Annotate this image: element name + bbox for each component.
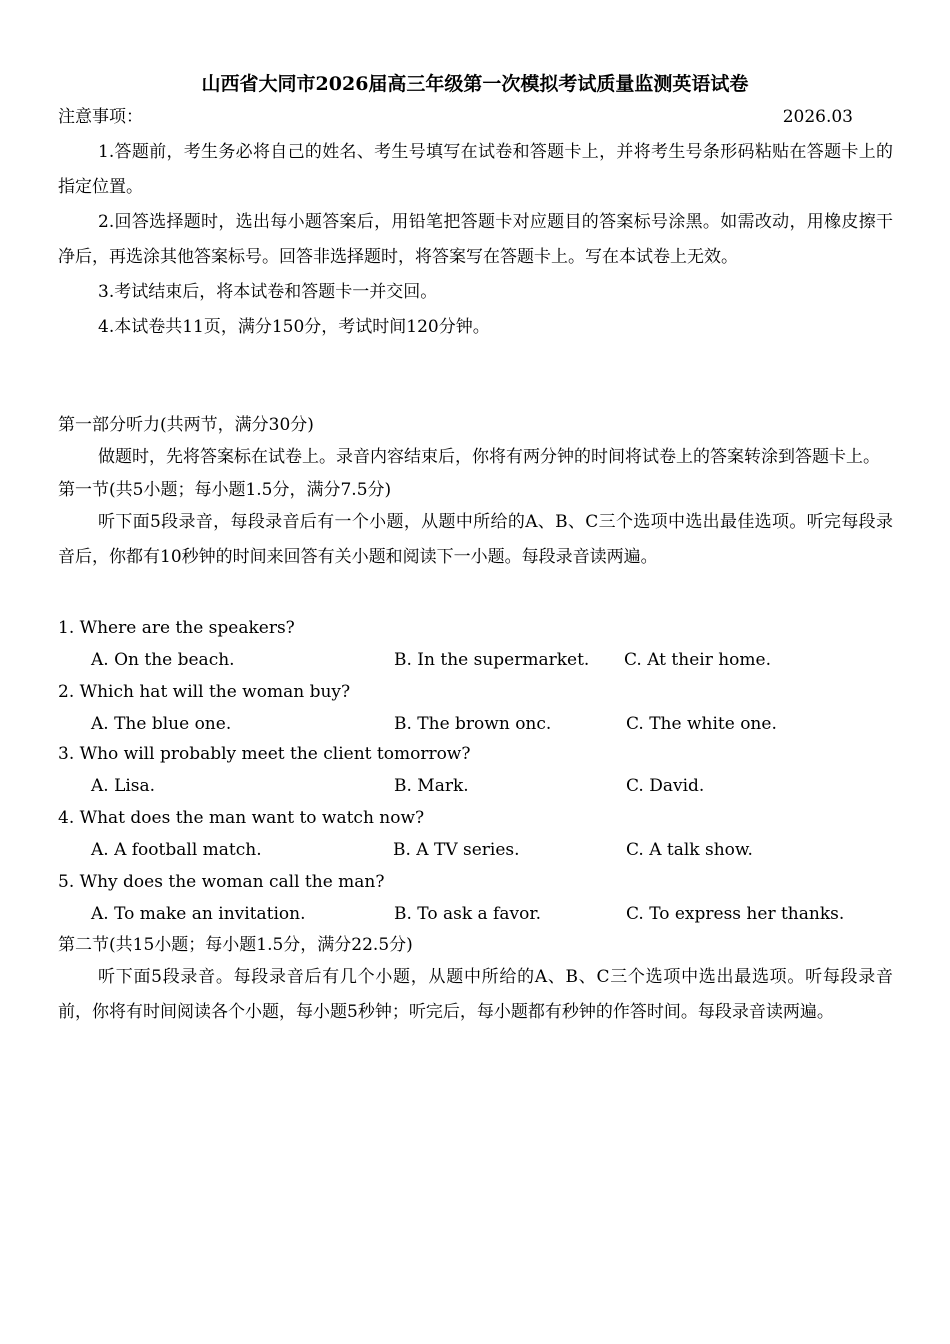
question-4-option-b: B. A TV series.	[393, 840, 520, 860]
question-5-option-b: B. To ask a favor.	[394, 904, 541, 924]
notice-list	[58, 135, 893, 345]
exam-title: 山西省大同市2026届高三年级第一次模拟考试质量监测英语试卷	[201, 73, 749, 95]
question-4-option-c: C. A talk show.	[626, 840, 753, 860]
question-1-option-a: A. On the beach.	[91, 650, 235, 670]
question-2-option-b: B. The brown onc.	[394, 714, 552, 734]
section2-block	[58, 930, 893, 1030]
section1-heading: 第一节(共5小题；每小题1.5分，满分7.5分)	[58, 480, 392, 500]
question-1-option-b: B. In the supermarket.	[394, 650, 590, 670]
question-1: 1. Where are the speakers?	[58, 618, 295, 638]
part1-heading: 第一部分听力(共两节，满分30分)	[58, 415, 314, 435]
exam-date: 2026.03	[782, 107, 853, 127]
question-3-option-b: B. Mark.	[394, 776, 469, 796]
notice-item-1: 1.答题前，考生务必将自己的姓名、考生号填写在试卷和答题卡上，并将考生号条形码粘贴在答题卡上的指定位置。	[58, 142, 893, 197]
notice-header	[58, 104, 853, 130]
question-4-option-a: A. A football match.	[91, 840, 262, 860]
notice-label: 注意事项：	[58, 107, 143, 127]
question-5: 5. Why does the woman call the man?	[58, 872, 385, 892]
notice-item-2: 2.回答选择题时，选出每小题答案后，用铅笔把答题卡对应题目的答案标号涂黑。如需改动，用橡皮擦干净后，再选涂其他答案标号。回答非选择题时，将答案写在答题卡上。写在本试卷上无效。	[58, 212, 893, 267]
notice-item-3: 3.考试结束后，将本试卷和答题卡一并交回。	[98, 282, 438, 302]
question-3-option-c: C. David.	[626, 776, 705, 796]
notice-item-4: 4.本试卷共11页，满分150分，考试时间120分钟。	[98, 317, 490, 337]
question-5-option-c: C. To express her thanks.	[626, 904, 845, 924]
part1-block	[58, 410, 893, 575]
section1-instruction: 听下面5段录音，每段录音后有一个小题，从题中所给的A、B、C三个选项中选出最佳选项。听完每段录音后，你都有10秒钟的时间来回答有关小题和阅读下一小题。每段录音读两遍。	[58, 512, 893, 567]
question-1-option-c: C. At their home.	[624, 650, 771, 670]
question-2-option-a: A. The blue one.	[91, 714, 232, 734]
question-4: 4. What does the man want to watch now?	[58, 808, 425, 828]
question-2-option-c: C. The white one.	[626, 714, 777, 734]
part1-instruction: 做题时，先将答案标在试卷上。录音内容结束后，你将有两分钟的时间将试卷上的答案转涂到答题卡上。	[98, 447, 880, 467]
section2-heading: 第二节(共15小题；每小题1.5分，满分22.5分)	[58, 935, 413, 955]
question-3-option-a: A. Lisa.	[91, 776, 156, 796]
question-2: 2. Which hat will the woman buy?	[58, 682, 351, 702]
question-3: 3. Who will probably meet the client tomorrow?	[58, 744, 471, 764]
question-5-option-a: A. To make an invitation.	[91, 904, 306, 924]
section2-instruction: 听下面5段录音。每段录音后有几个小题，从题中所给的A、B、C三个选项中选出最选项。听每段录音前，你将有时间阅读各个小题，每小题5秒钟；听完后，每小题都有秒钟的作答时间。每段录音读两遍。	[58, 967, 893, 1022]
